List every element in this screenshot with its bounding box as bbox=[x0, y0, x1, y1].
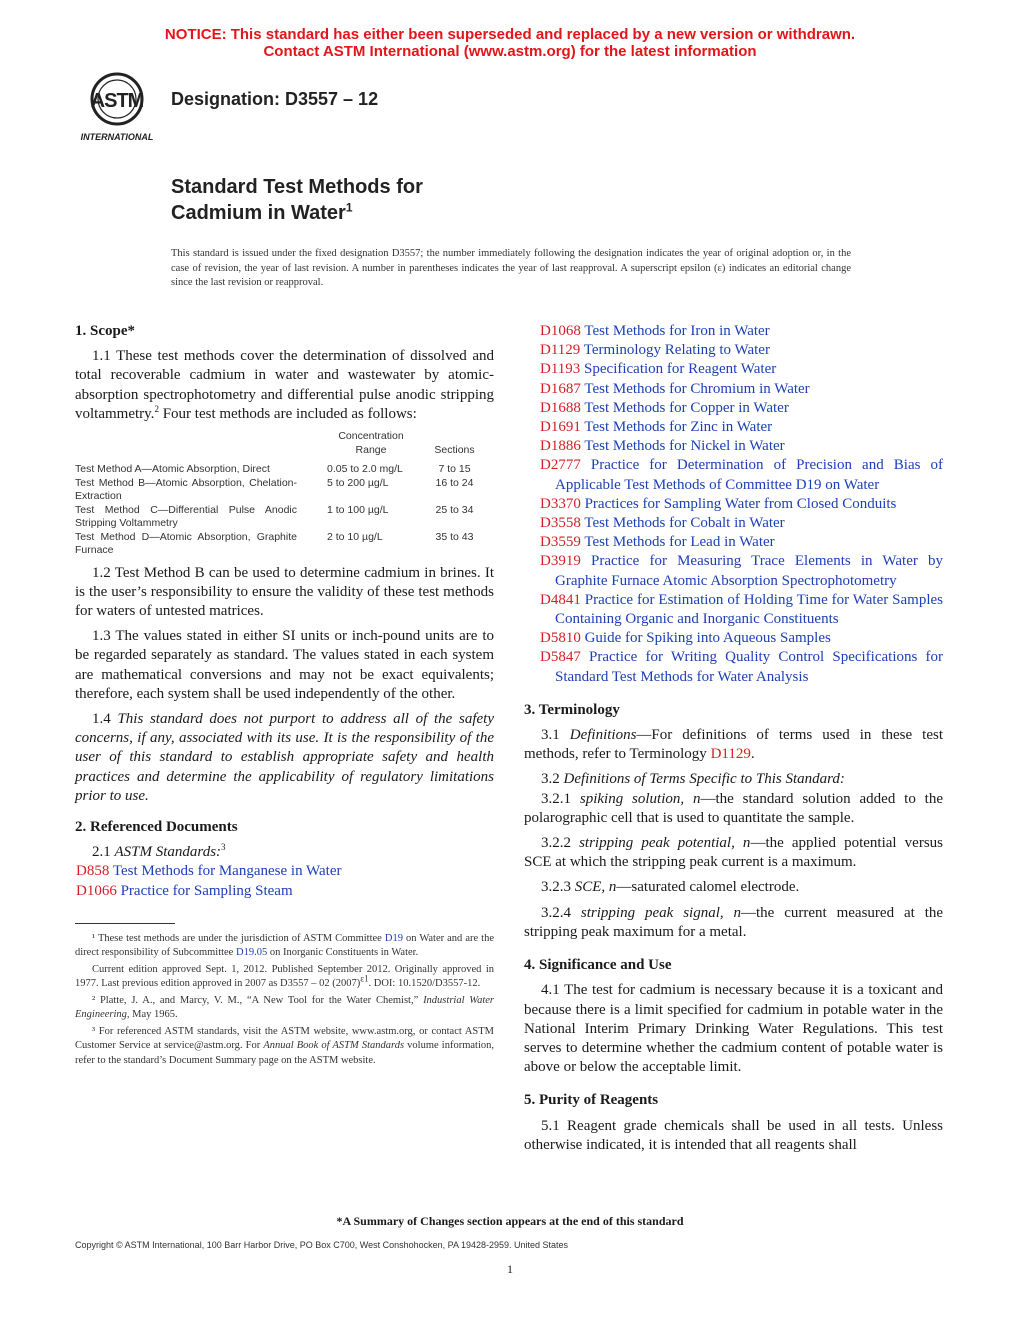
table-cell: Test Method B—Atomic Absorption, Chelation-Extraction bbox=[75, 476, 297, 503]
reference-item[interactable]: D3370 Practices for Sampling Water from Closed Conduits bbox=[540, 495, 897, 512]
table-cell: 5 to 200 µg/L bbox=[327, 476, 389, 489]
designation: Designation: D3557 – 12 bbox=[171, 89, 379, 109]
reference-item[interactable]: D2777 Practice for Determination of Precision and Bias of Applicable Test Methods of Committee D19 on Water bbox=[540, 457, 943, 493]
reference-item[interactable]: D3558 Test Methods for Cobalt in Water bbox=[540, 515, 785, 532]
table-cell: Test Method C—Differential Pulse Anodic Stripping Voltammetry bbox=[75, 503, 297, 530]
para-3-2-4: 3.2.4 stripping peak signal, n—the current measured at the stripping peak maximum for a metal. bbox=[524, 904, 944, 940]
reference-item[interactable]: D1066 Practice for Sampling Steam bbox=[76, 882, 293, 899]
svg-text:ASTM: ASTM bbox=[90, 90, 144, 112]
footnote-link-d19-05[interactable]: D19.05 bbox=[235, 947, 268, 959]
reference-item[interactable]: D1688 Test Methods for Copper in Water bbox=[540, 399, 789, 416]
copyright: Copyright © ASTM International, 100 Barr Harbor Drive, PO Box C700, West Conshohocken, PA 19428-2959. United States bbox=[75, 1240, 569, 1250]
withdrawn-notice bbox=[0, 26, 1020, 60]
title-line-1: Standard Test Methods for bbox=[171, 176, 423, 198]
reference-item[interactable]: D3559 Test Methods for Lead in Water bbox=[540, 534, 775, 551]
table-cell: 35 to 43 bbox=[435, 530, 474, 543]
section-2-heading: 2. Referenced Documents bbox=[75, 818, 238, 835]
reference-item[interactable]: D1193 Specification for Reagent Water bbox=[540, 361, 777, 378]
table-header bbox=[75, 430, 327, 457]
footnote-link-d19[interactable]: D19 bbox=[384, 932, 403, 944]
reference-item[interactable]: D1068 Test Methods for Iron in Water bbox=[540, 323, 770, 339]
section-5-heading: 5. Purity of Reagents bbox=[524, 1092, 659, 1109]
reference-item[interactable]: D1687 Test Methods for Chromium in Water bbox=[540, 380, 810, 397]
reference-list-left bbox=[75, 862, 494, 900]
astm-logo-icon bbox=[72, 72, 162, 144]
title-line-2: Cadmium in Water$^1$ bbox=[171, 200, 353, 224]
right-column bbox=[524, 322, 943, 1161]
footnotes bbox=[75, 932, 494, 1069]
para-5-1: 5.1 Reagent grade chemicals shall be used in all tests. Unless otherwise indicated, it is intended that all reagents shall bbox=[524, 1117, 943, 1153]
terminology-link-d1129[interactable]: D1129 bbox=[710, 746, 751, 763]
table-cell: Test Method A—Atomic Absorption, Direct bbox=[75, 463, 270, 476]
page-number: 1 bbox=[507, 1262, 513, 1276]
para-3-2-2: 3.2.2 stripping peak potential, n—the applied potential versus SCE at which the stripping peak current is a maximum. bbox=[524, 835, 943, 871]
para-1-1: 1.1 These test methods cover the determination of dissolved and total recoverable cadmium in water and wastewater by atomic-absorption spectrophotometry and differential pulse anodic stripping voltammetry.$^2$ Four test methods are included as follows: bbox=[75, 348, 494, 422]
reference-list-right bbox=[524, 322, 943, 687]
table-row bbox=[75, 504, 494, 531]
table-cell: 2 to 10 µg/L bbox=[327, 530, 383, 543]
section-1-heading: 1. Scope* bbox=[75, 323, 135, 339]
logo-text: INTERNATIONAL bbox=[80, 132, 154, 142]
table-header: Sections bbox=[434, 443, 475, 456]
table-cell: 0.05 to 2.0 mg/L bbox=[327, 463, 403, 476]
issued-statement: This standard is issued under the fixed designation D3557; the number immediately following the designation indicates the year of original adoption or, in the case of revision, the year of last revision. A number in parentheses indicates the year of last reapproval. A superscript epsilon (ε) indicates an editorial change since the last revision or reapproval. bbox=[171, 248, 851, 288]
document-title bbox=[171, 174, 423, 226]
table-row bbox=[75, 531, 494, 558]
section-3-heading: 3. Terminology bbox=[524, 701, 620, 718]
reference-item[interactable]: D5847 Practice for Writing Quality Control Specifications for Standard Test Methods for Water Analysis bbox=[540, 649, 944, 685]
section-4-heading: 4. Significance and Use bbox=[524, 957, 672, 974]
test-methods-table bbox=[75, 430, 494, 558]
para-4-1: 4.1 The test for cadmium is necessary because it is a toxicant and because there is a limit specified for cadmium in potable water in the National Interim Primary Drinking Water Regulations. This test serves to determine whether the cadmium content of potable water is above or below the acceptable limit. bbox=[524, 982, 943, 1076]
footnote-divider bbox=[75, 923, 175, 924]
para-1-4: 1.4 This standard does not purport to address all of the safety concerns, if any, associated with its use. It is the responsibility of the user of this standard to establish appropriate safety and health practices and determine the applicability of regulatory limitations prior to use. bbox=[75, 710, 495, 804]
para-2-1: 2.1 ASTM Standards:$^3$ bbox=[92, 842, 226, 861]
para-3-2-1: 3.2.1 spiking solution, n—the standard solution added to the polarographic cell that is used to quantitate the sample. bbox=[524, 790, 944, 826]
para-1-2: 1.2 Test Method B can be used to determine cadmium in brines. It is the user’s responsibility to ensure the validity of these test methods for waters of untested matrices. bbox=[75, 564, 494, 619]
reference-item[interactable]: D5810 Guide for Spiking into Aqueous Samples bbox=[540, 630, 831, 647]
astm-logo bbox=[72, 72, 162, 144]
para-1-3: 1.3 The values stated in either SI units or inch-pound units are to be regarded separately as standard. The values stated in each system are mathematical conversions and may not be exact equivalents; therefore, each system shall be used independently of the other. bbox=[75, 628, 494, 702]
table-cell: 16 to 24 bbox=[435, 476, 474, 489]
table-header-row bbox=[75, 430, 494, 457]
reference-item[interactable]: D858 Test Methods for Manganese in Water bbox=[76, 863, 342, 880]
reference-item[interactable]: D1129 Terminology Relating to Water bbox=[540, 342, 770, 359]
footnote-1-edition: Current edition approved Sept. 1, 2012. Published September 2012. Originally approved in 1977. Last previous edition approved in 2007 as D3557 – 02 $(2007)^{\varepsilon 1}$. DOI: 10.1520/D3557-12. bbox=[75, 963, 494, 990]
footnote-2: ² Platte, J. A., and Marcy, V. M., “A New Tool for the Water Chemist,” Industrial Water Engineering, May 1965. bbox=[75, 994, 494, 1021]
footnote-1: ¹ These test methods are under the jurisdiction of ASTM Committee D19 on Water and are the direct responsibility of Subcommittee D19.05 on Inorganic Constituents in Water. bbox=[75, 932, 494, 959]
notice-line-2: Contact ASTM International (www.astm.org) for the latest information bbox=[263, 43, 757, 60]
table-cell: 1 to 100 µg/L bbox=[327, 503, 389, 516]
para-3-2-3: 3.2.3 SCE, n—saturated calomel electrode. bbox=[541, 879, 800, 896]
table-header: Concentration Range bbox=[338, 430, 404, 456]
reference-item[interactable]: D4841 Practice for Estimation of Holding Time for Water Samples Containing Organic and Inorganic Constituents bbox=[540, 591, 944, 628]
reference-item[interactable]: D1886 Test Methods for Nickel in Water bbox=[540, 438, 785, 455]
footnote-3: ³ For referenced ASTM standards, visit the ASTM website, www.astm.org, or contact ASTM Customer Service at service@astm.org. For Annual Book of ASTM Standards volume information, refer to the standard’s Document Summary page on the ASTM website. bbox=[75, 1025, 494, 1066]
table-cell: Test Method D—Atomic Absorption, Graphite Furnace bbox=[75, 530, 297, 557]
summary-of-changes-note: *A Summary of Changes section appears at the end of this standard bbox=[336, 1214, 684, 1228]
notice-line-1: NOTICE: This standard has either been superseded and replaced by a new version or withdrawn. bbox=[164, 26, 856, 43]
reference-item[interactable]: D3919 Practice for Measuring Trace Elements in Water by Graphite Furnace Atomic Absorption Spectrophotometry bbox=[540, 553, 943, 589]
para-3-1: 3.1 Definitions—For definitions of terms used in these test methods, refer to Terminology D1129. bbox=[524, 727, 943, 763]
table-cell: 25 to 34 bbox=[435, 503, 474, 516]
table-row bbox=[75, 463, 494, 477]
reference-item[interactable]: D1691 Test Methods for Zinc in Water bbox=[540, 419, 773, 436]
left-column bbox=[75, 322, 494, 1070]
table-cell: 7 to 15 bbox=[438, 463, 471, 476]
table-row bbox=[75, 477, 494, 504]
para-3-2: 3.2 Definitions of Terms Specific to This Standard: bbox=[541, 771, 845, 788]
